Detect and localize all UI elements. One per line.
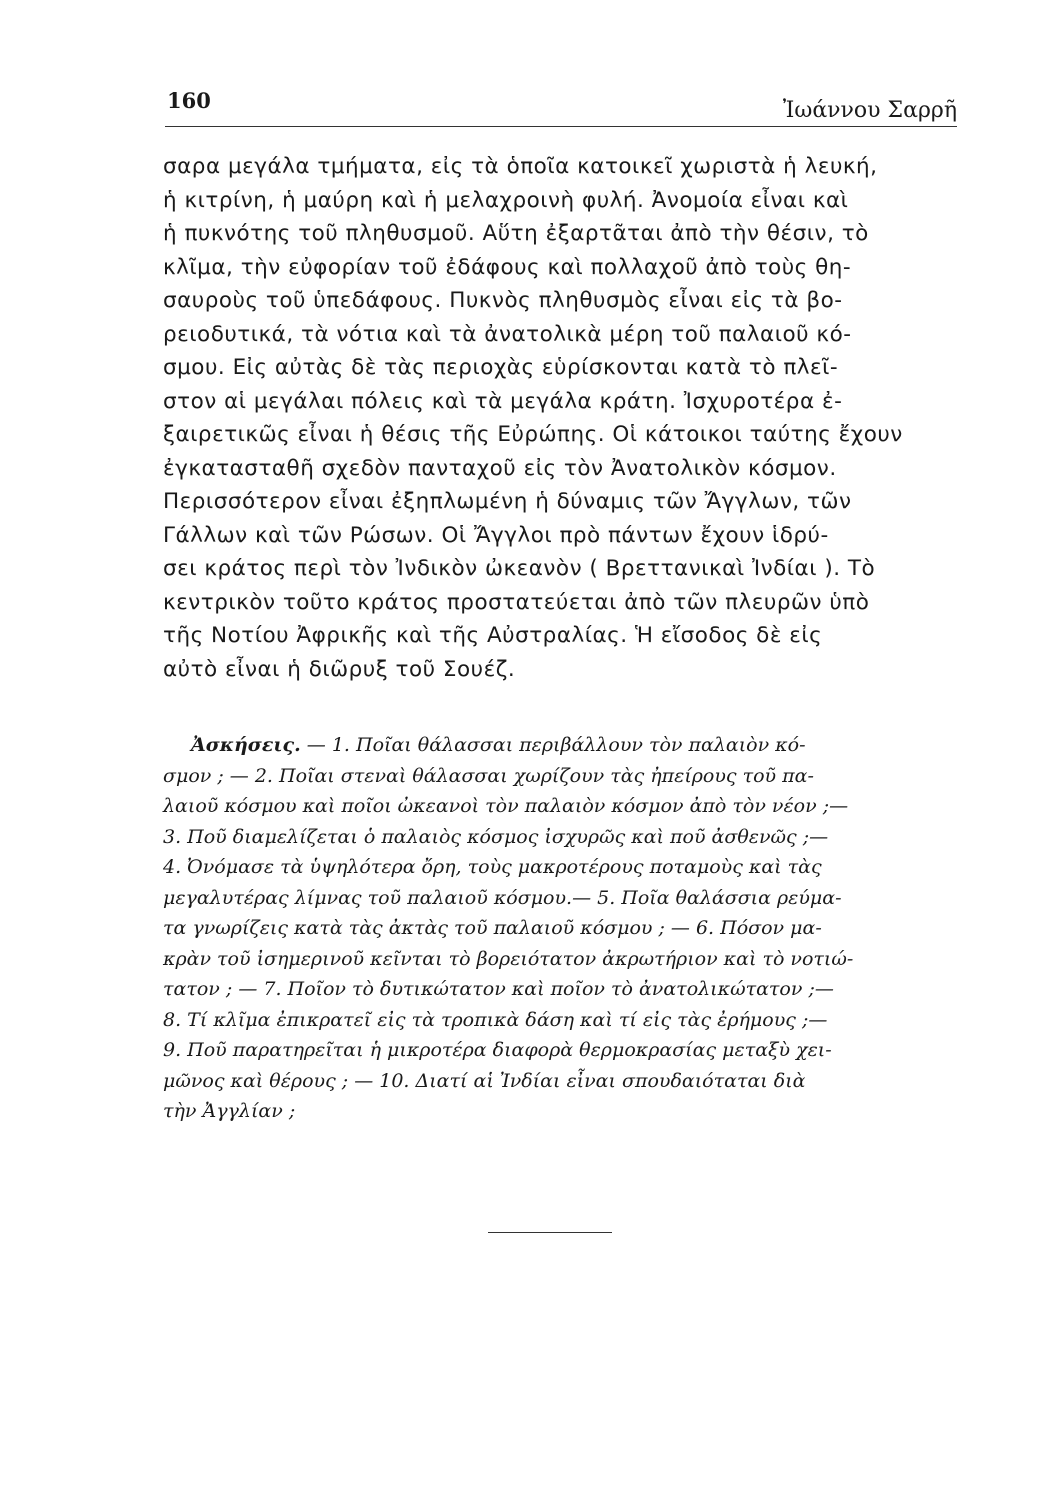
exercise-line: σμον ; — 2. Ποῖαι στεναὶ θάλασσαι χωρίζουν τὰς ἠπείρους τοῦ πα- [163,764,814,787]
text-line: ξαιρετικῶς εἶναι ἡ θέσις τῆς Εὐρώπης. Οἱ κάτοικοι ταύτης ἔχουν [163,422,903,447]
text-line: αὐτὸ εἶναι ἡ διῶρυξ τοῦ Σουέζ. [163,656,516,682]
text-line: σει κράτος περὶ τὸν Ἰνδικὸν ὠκεανὸν ( Βρεττανικαὶ Ἰνδίαι ). Τὸ [163,556,876,581]
exercise-line: 9. Ποῦ παρατηρεῖται ἡ μικροτέρα διαφορὰ θερμοκρασίας μεταξὺ χει- [163,1039,832,1061]
body-paragraph [163,150,963,686]
running-head: Ἰωάννου Σαρρῆ [782,98,957,123]
exercises-section [163,730,963,1127]
page-number: 160 [167,88,211,113]
page-header [165,86,957,127]
text-line: Γάλλων καὶ τῶν Ρώσων. Οἱ Ἄγγλοι πρὸ πάντων ἔχουν ἱδρύ- [163,522,829,548]
text-line: ἐγκατασταθῆ σχεδὸν πανταχοῦ εἰς τὸν Ἀνατολικὸν κόσμον. [163,455,837,481]
text-line: Περισσότερον εἶναι ἐξηπλωμένη ἡ δύναμις τῶν Ἄγγλων, τῶν [163,489,852,514]
text-line: σαυροὺς τοῦ ὑπεδάφους. Πυκνὸς πληθυσμὸς εἶναι εἰς τὰ βο- [163,288,843,313]
exercise-line: 8. Τί κλῖμα ἐπικρατεῖ εἰς τὰ τροπικὰ δάση καὶ τί εἰς τὰς ἐρήμους ;— [163,1008,828,1031]
text-line: ἡ κιτρίνη, ἡ μαύρη καὶ ἡ μελαχροινὴ φυλή. Ἀνομοία εἶναι καὶ [163,187,849,213]
exercise-text: — 1. Ποῖαι θάλασσαι περιβάλλουν τὸν παλαιὸν κό- [306,734,806,756]
exercises-title: Ἀσκήσεις. [191,734,301,756]
exercise-line: τατον ; — 7. Ποῖον τὸ δυτικώτατον καὶ ποῖον τὸ ἀνατολικώτατον ;— [163,978,834,1000]
exercise-line: τὴν Ἀγγλίαν ; [163,1100,296,1122]
exercise-line [163,730,963,761]
text-line: ρειοδυτικά, τὰ νότια καὶ τὰ ἀνατολικὰ μέρη τοῦ παλαιοῦ κό- [163,321,852,347]
text-line: σμου. Εἰς αὐτὰς δὲ τὰς περιοχὰς εὑρίσκονται κατὰ τὸ πλεῖ- [163,355,839,380]
exercise-line: 3. Ποῦ διαμελίζεται ὁ παλαιὸς κόσμος ἰσχυρῶς καὶ ποῦ ἀσθενῶς ;— [163,825,829,848]
exercise-line: τα γνωρίζεις κατὰ τὰς ἀκτὰς τοῦ παλαιοῦ κόσμου ; — 6. Πόσον μα- [163,917,822,939]
text-line: τῆς Νοτίου Ἀφρικῆς καὶ τῆς Αὐστραλίας. Ἡ εἴσοδος δὲ εἰς [163,623,823,648]
text-line: κλῖμα, τὴν εὐφορίαν τοῦ ἐδάφους καὶ πολλαχοῦ ἀπὸ τοὺς θη- [163,254,852,280]
text-line: σαρα μεγάλα τμήματα, εἰς τὰ ὁποῖα κατοικεῖ χωριστὰ ἡ λευκή, [163,154,878,179]
exercise-line: μεγαλυτέρας λίμνας τοῦ παλαιοῦ κόσμου.— 5. Ποῖα θαλάσσια ρεύμα- [163,886,842,909]
exercise-line: λαιοῦ κόσμου καὶ ποῖοι ὠκεανοὶ τὸν παλαιὸν κόσμον ἀπὸ τὸν νέον ;— [163,795,849,817]
section-end-divider [488,1232,612,1233]
text-line: στον αἱ μεγάλαι πόλεις καὶ τὰ μεγάλα κράτη. Ἰσχυροτέρα ἐ- [163,388,843,414]
exercise-line: 4. Ὀνόμασε τὰ ὑψηλότερα ὄρη, τοὺς μακροτέρους ποταμοὺς καὶ τὰς [163,856,822,878]
exercise-line: μῶνος καὶ θέρους ; — 10. Διατί αἱ Ἰνδίαι εἶναι σπουδαιόταται διὰ [163,1069,806,1092]
text-line: ἡ πυκνότης τοῦ πληθυσμοῦ. Αὕτη ἐξαρτᾶται ἀπὸ τὴν θέσιν, τὸ [163,221,869,246]
text-line: κεντρικὸν τοῦτο κράτος προστατεύεται ἀπὸ τῶν πλευρῶν ὑπὸ [163,589,870,615]
exercise-line: κρὰν τοῦ ἰσημερινοῦ κεῖνται τὸ βορειότατον ἀκρωτήριον καὶ τὸ νοτιώ- [163,947,854,970]
